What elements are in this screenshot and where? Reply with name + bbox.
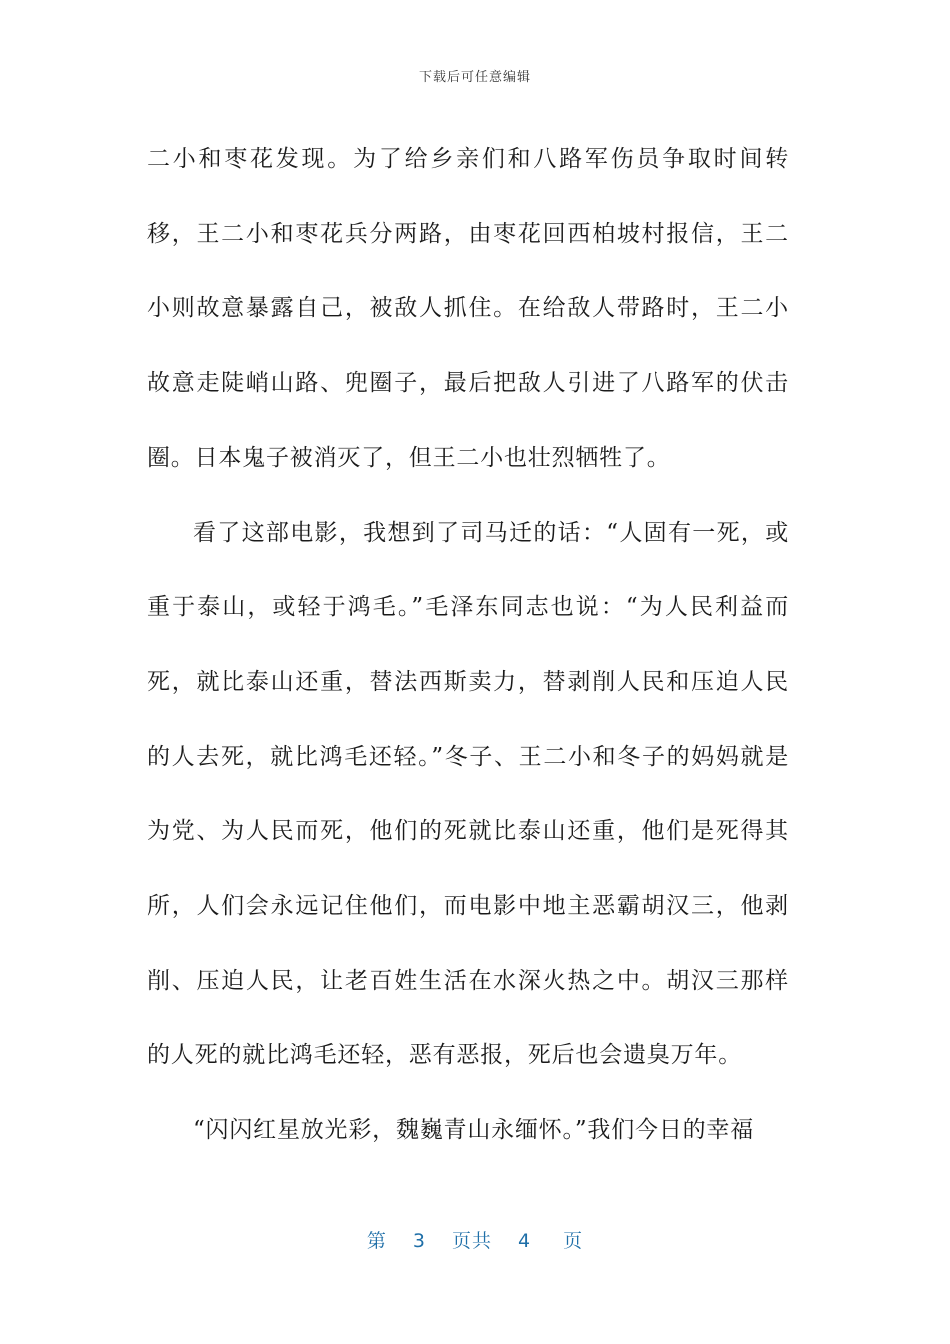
- footer-current-page: 3: [412, 1230, 426, 1252]
- page-footer: [0, 1226, 950, 1253]
- footer-prefix: 第: [366, 1230, 387, 1252]
- paragraph-3: “闪闪红星放光彩，魏巍青山永缅怀。”我们今日的幸福: [193, 1117, 755, 1144]
- footer-suffix: 页: [563, 1230, 584, 1252]
- footer-middle: 页共: [451, 1230, 492, 1252]
- document-body: [147, 122, 789, 1168]
- footer-total-pages: 4: [518, 1230, 532, 1252]
- paragraph-1: 二小和枣花发现。为了给乡亲们和八路军伤员争取时间转移，王二小和枣花兵分两路，由枣花回西柏坡村报信，王二小则故意暴露自己，被敌人抓住。在给敌人带路时，王二小故意走陡峭山路、兜圈子，最后把敌人引进了八路军的伏击圈。日本鬼子被消灭了，但王二小也壮烈牺牲了。: [147, 146, 789, 471]
- paragraph-2: 看了这部电影，我想到了司马迁的话：“人固有一死，或重于泰山，或轻于鸿毛。”毛泽东同志也说：“为人民利益而死，就比泰山还重，替法西斯卖力，替剥削人民和压迫人民的人去死，就比鸿毛还轻。”冬子、王二小和冬子的妈妈就是为党、为人民而死，他们的死就比泰山还重，他们是死得其所，人们会永远记住他们，而电影中地主恶霸胡汉三，他剥削、压迫人民，让老百姓生活在水深火热之中。胡汉三那样的人死的就比鸿毛还轻，恶有恶报，死后也会遗臭万年。: [147, 519, 789, 1069]
- page-header: 下载后可任意编辑: [418, 70, 531, 85]
